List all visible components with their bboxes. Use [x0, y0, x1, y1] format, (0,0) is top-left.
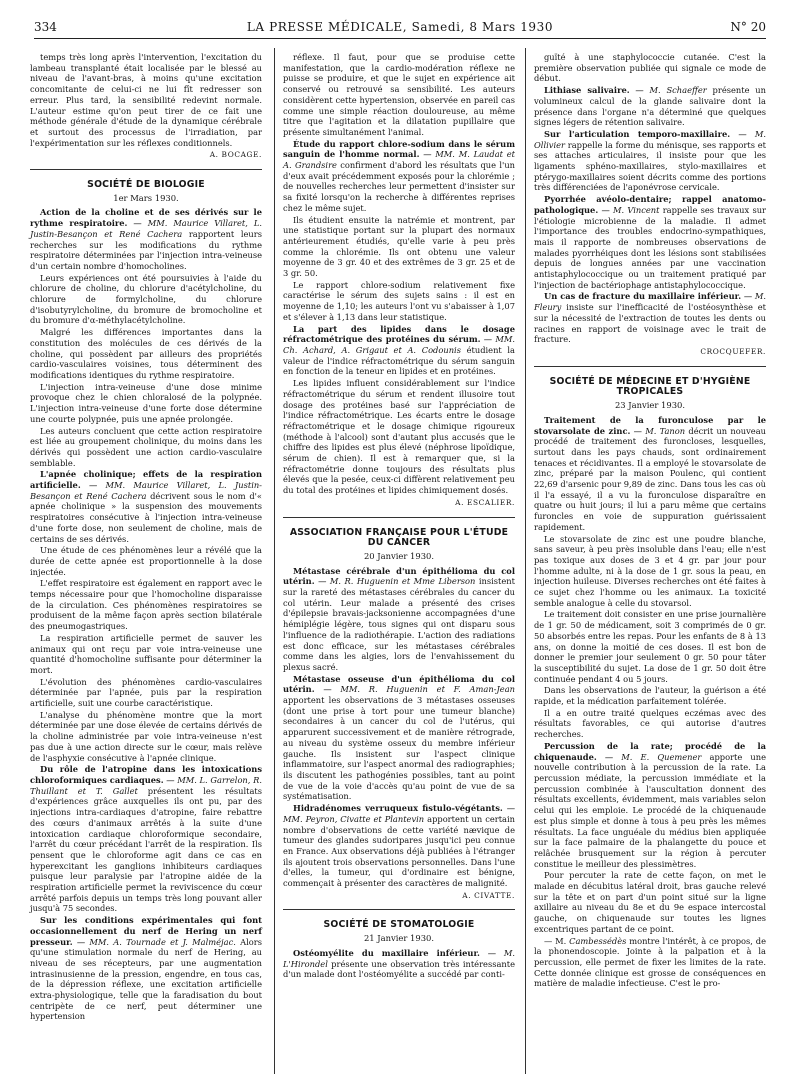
- section-heading: ASSOCIATION FRANÇAISE POUR L'ÉTUDE DU CANCER: [289, 526, 509, 549]
- paragraph: Pour percuter la rate de cette façon, on met le malade en décubitus latéral droit, bras gauche relevé sur la tête et on part d'un point situé sur la ligne axillaire au niveau du 8e et du 9e espace intercostal gauche, on chiquenaude sur toutes les lignes excentriques partant de ce point.: [534, 870, 766, 934]
- article-text: insiste sur l'inefficacité de l'ostéosynthèse et sur la nécessité de l'extraction de toutes les dents ou racines en rapport de voisinage avec le trait de fracture.: [534, 302, 766, 345]
- article-text: décrit un nouveau procédé de traitement des furoncloses, lesquelles, surtout dans les pays chauds, sont ordinairement tenaces et récidivantes. Il a employé le stovarsolate de zinc, préparé par la maison Poulenc, qui contient 22,69 d'arsenic pour 9,89 de zinc. Dans tous les cas où il l'a essayé, il a vu la furonculose disparaître en quatre ou huit jours; il lui a paru même que certains furoncles en voie de suppuration guérissaient rapidement.: [534, 425, 766, 532]
- article: [30, 915, 262, 1022]
- section-rule: [30, 169, 262, 170]
- page-header: [34, 8, 766, 39]
- article-title: L'apnée cholinique; effets de la respiration artificielle.: [30, 469, 262, 491]
- article-title: Métastase osseuse d'un épithélioma du col utérin.: [283, 673, 515, 695]
- article-text: présente une observation très intéressante d'un malade dont l'ostéomyélite a succédé par conti-: [283, 958, 515, 980]
- article-title: Hidradénomes verruqueux fistulo-végétants.: [293, 803, 503, 814]
- paragraph: L'évolution des phénomènes cardio-vasculaires déterminée par l'apnée, puis par la respiration artificielle, suit une courbe caractéristique.: [30, 676, 262, 709]
- article: [534, 129, 766, 193]
- article: [283, 324, 515, 378]
- paragraph: guïté à une staphylococcie cutanée. C'est la première observation publiée qui signale ce mode de début.: [534, 52, 766, 84]
- article-authors: — MM. R. Huguenin et F. Aman-Jean: [314, 684, 515, 695]
- article: [283, 803, 515, 889]
- article-text: décrivent sous le nom d'« apnée cholinique » la suspension des mouvements respiratoires consécutive à l'injection intra-veineuse d'une forte dose, non seulement de choline, mais de certains de ses dérivés.: [30, 490, 262, 544]
- author-signature: A. BOCAGE.: [209, 150, 262, 160]
- column-divider: [525, 48, 526, 1074]
- article: [534, 741, 766, 869]
- page-number: 334: [34, 20, 57, 34]
- section-heading: SOCIÉTÉ DE BIOLOGIE: [87, 179, 205, 191]
- paragraph: réflexe. Il faut, pour que se produise cette manifestation, que la cardio-modération réflexe ne puisse se produire, et que le sujet en expérience ait conservé ou retrouvé sa sensibilité. Les auteurs considèrent cette hypertension, observée en pareil cas comme une simple réaction douloureuse, au même titre que l'agitation et la dilatation pupillaire que présente simultanément l'animal.: [283, 52, 515, 137]
- article-title: Lithiase salivaire.: [544, 85, 630, 96]
- article-title: La part des lipides dans le dosage réfractométrique des protéines du sérum.: [283, 323, 515, 345]
- paragraph: Le traitement doit consister en une prise journalière de 1 gr. 50 de médicament, soit 3 comprimés de 0 gr. 50 absorbés entre les repas. Pour les enfants de 8 à 13 ans, on donne la moitié de ces doses. Il est bon de donner le premier jour seulement 0 gr. 50 pour tâter la susceptibilité du sujet. La dose de 1 gr. 50 doit être continuée pendant 4 ou 5 jours.: [534, 609, 766, 684]
- paragraph: Ils étudient ensuite la natrémie et montrent, par une statistique portant sur la plupart des normaux antérieurement étudiés, qu'elle varie à peu près comme la chlorémie. Ils ont obtenu une valeur moyenne de 3 gr. 40 et des extrêmes de 3 gr. 25 et de 3 gr. 50.: [283, 214, 515, 279]
- article-text: présentent les résultats d'expériences grâce auxquelles ils ont pu, par des injections intra-cardiaques d'atropine, faire rebattre des cœurs d'animaux arrêtés à la suite d'une intoxication cardiaque chloroformique secondaire, l'arrêt du cœur précédant l'arrêt de la respiration. Ils pensent que le chloroforme agit dans ce cas en hyperexcitant les ganglions inhibiteurs cardiaques puisque leur paralysie par l'atropine aidée de la respiration artificielle permet la reviviscence du cœur arrêté parfois depuis un temps très long pouvant aller jusqu'à 75 secondes.: [30, 785, 262, 914]
- article-authors: — M. L'Hirondel: [283, 947, 515, 969]
- article-authors: — MM. L. Garrelon, R. Thuillant et T. Gallet: [30, 775, 262, 796]
- paragraph: L'analyse du phénomène montre que la mort déterminée par une dose élevée de certains dérivés de la choline administrée par voie intra-veineuse n'est pas due à une action directe sur le cœur, mais relève de l'asphyxie consécutive à l'apnée clinique.: [30, 709, 262, 763]
- article-text: insistent sur la rareté des métastases cérébrales du cancer du col utérin. Leur malade a présenté des crises d'épilepsie bravais-jacksonienne accompagnées d'une hémiplégie légère, tous signes qui ont disparu sous l'influence de la radiothérapie. L'action des radiations est donc efficace, sur les métastases cérébrales comme dans les algies, lors de l'envahissement du plexus sacré.: [283, 576, 515, 672]
- paragraph: Le rapport chlore-sodium relativement fixe caractérise le sérum des sujets sains : il est en moyenne de 1,10; les auteurs l'ont vu s'abaisser à 1,07 et s'élever à 1,13 dans leur statistique.: [283, 279, 515, 322]
- section-date: 20 Janvier 1930.: [363, 550, 435, 561]
- article-text: — M.: [544, 935, 570, 946]
- article-authors: — M. Tanon: [630, 425, 686, 436]
- paragraph: L'effet respiratoire est également en rapport avec le temps nécessaire pour que l'homocholine disparaisse de la circulation. Ces phénomènes respiratoires se produisent de la même façon après section bilatérale des pneumogastriques.: [30, 578, 262, 632]
- article-title: Action de la choline et de ses dérivés sur le rythme respiratoire.: [30, 207, 262, 229]
- paragraph: Les auteurs concluent que cette action respiratoire est liée au groupement cholinique, du moins dans les dérivés qui possèdent une action cardio-vasculaire semblable.: [30, 425, 262, 468]
- column-2: [283, 52, 515, 981]
- author-signature: CROCQUEFER.: [700, 346, 766, 356]
- article: [283, 139, 515, 214]
- article: [30, 207, 262, 271]
- column-divider: [274, 48, 275, 1074]
- article-authors: — MM. Maurice Villaret, L. Justin-Besançon et René Cachera: [30, 218, 262, 239]
- article-authors: — M. Ollivier: [534, 128, 766, 150]
- issue-number: N° 20: [730, 20, 766, 34]
- paragraph: L'injection intra-veineuse d'une dose minime provoque chez le chien chloralosé de la polypnée. L'injection intra-veineuse d'une forte dose détermine une courte polypnée, puis une apnée prolongée.: [30, 381, 262, 424]
- article-text: confirment d'abord les résultats que l'un d'eux avait précédemment exposés pour la chlorémie ; de nouvelles recherches leur permettent d'insister sur sa fixité lorsqu'on la recherche à différentes reprises chez le même sujet.: [283, 160, 516, 213]
- column-3: [534, 52, 766, 990]
- section-rule: [283, 909, 515, 910]
- paragraph: Dans les observations de l'auteur, la guérison a été rapide, et la médication parfaitement tolérée.: [534, 685, 766, 707]
- article: [534, 936, 766, 990]
- paragraph: Il a en outre traité quelques eczémas avec des résultats favorables, ce qui autorise d'autres recherches.: [534, 707, 766, 740]
- article-authors: — M. E. Quemener: [596, 751, 702, 762]
- paragraph: Le stovarsolate de zinc est une poudre blanche, sans saveur, à peu près insoluble dans l'eau; elle n'est pas toxique aux doses de 3 et 4 gr. par jour pour l'homme adulte, ni à la dose de 1 gr. sous la peau, en injection huileuse. Diverses recherches ont été faites à ce sujet chez l'homme ou les animaux. La toxicité semble analogue à celle du stovarsol.: [534, 533, 766, 608]
- article-text: apportent les observations de 3 métastases osseuses (dont une prise à tort pour une tumeur blanche) secondaires à un cancer du col de l'utérus, qui apparurent successivement et de manière rétrograde, au niveau du système osseux du membre inférieur gauche. Ils insistent sur l'aspect clinique inflammatoire, sur l'aspect anormal des radiographies; ils discutent les pathogénies possibles, tant au point de vue de la voie d'accès qu'au point de vue de sa systématisation.: [283, 695, 515, 802]
- article: [534, 85, 766, 128]
- section-date: 21 Janvier 1930.: [363, 933, 435, 944]
- author-signature: A. CIVATTE.: [462, 890, 515, 900]
- article-title: Sur les conditions expérimentales qui font occasionnellement du nerf de Hering un nerf presseur.: [30, 915, 262, 947]
- article-authors: — MM. A. Tournade et J. Malméjac.: [72, 936, 236, 947]
- article-title: Sur l'articulation temporo-maxillaire.: [544, 128, 731, 139]
- article: [283, 674, 515, 802]
- article-text: montre l'intérêt, à ce propos, de la phonendoscopie. Jointe à la palpation et à la percussion, elle permet de fixer les limites de la rate. Cette donnée clinique est grosse de conséquences en matière de maladie infectieuse. C'est le pro-: [534, 935, 766, 989]
- article-authors: — M. Vincent: [598, 204, 660, 215]
- article-title: Un cas de fracture du maxillaire inférieur.: [544, 291, 742, 302]
- article: [534, 194, 766, 290]
- article-text: présente un volumineux calcul de la glande salivaire dont la présence dans l'organe n'a déterminé que quelques signes légers de rétention salivaire.: [534, 85, 766, 128]
- article-text: étudient la valeur de l'indice réfractométrique du sérum sanguin en fonction de la teneur en lipides et en protéines.: [283, 344, 515, 377]
- article-authors: Cambessédès: [569, 935, 627, 946]
- section-heading: SOCIÉTÉ DE MÉDECINE ET D'HYGIÈNE TROPICALES: [549, 375, 751, 398]
- paragraph: Malgré les différences importantes dans la constitution des molécules de ces dérivés de la choline, qui possèdent par ailleurs des propriétés cardio-vasculaires voisines, tous déterminent des modifications identiques du rythme respiratoire.: [30, 327, 262, 380]
- article: [283, 566, 515, 673]
- article-title: Ostéomyélite du maxillaire inférieur.: [293, 947, 480, 958]
- paragraph: Les lipides influent considérablement sur l'indice réfractométrique du sérum et rendent illusoire tout dosage des protéines basé sur l'appréciation de l'indice réfractométrique. Les écarts entre le dosage réfractométrique et le dosage chimique rigoureux (méthode à l'alcool) sont d'autant plus accusés que le chiffre des lipides est plus élevé (néphrose lipoïdique, sérum de chien). Il est à remarquer que, si la réfractométrie donne toujours des résultats plus élevés que la pesée, ceux-ci diffèrent relativement peu du total des protéines et lipides chimiquement dosés.: [283, 378, 515, 496]
- article-authors: — MM. Maurice Villaret, L. Justin-Besançon et René Cachera: [30, 480, 262, 501]
- section-rule: [534, 366, 766, 367]
- paragraph: Leurs expériences ont été poursuivies à l'aide du chlorure de choline, du chlorure d'acétylcholine, du chlorure de formylcholine, du chlorure d'isobutyrylcholine, du bromure de bromocholine et du bromure d'α-méthylacétylcholine.: [30, 272, 262, 326]
- column-1: [30, 52, 262, 1023]
- article-text: Alors qu'une stimulation normale du nerf de Hering, au niveau de ses récepteurs, par une augmentation intrasinusienne de la pression, engendre, en tous cas, de la dépression réflexe, une excitation artificielle extra-physiologique, telle que la faradisation du bout centripète de ce nerf, peut déterminer une hypertension: [30, 936, 262, 1022]
- article-authors: — M. Schaeffer: [629, 85, 707, 96]
- article-authors: — MM. Peyron, Civatte et Plantevin: [283, 803, 515, 824]
- article-authors: — MM. Ch. Achard, A. Grigaut et A. Codounis: [283, 334, 516, 355]
- article-text: rapportent leurs recherches sur les modifications du rythme respiratoire déterminées par l'injection intra-veineuse d'un certain nombre d'homocholines.: [30, 228, 262, 271]
- article-title: Métastase cérébrale d'un épithélioma du col utérin.: [283, 565, 515, 587]
- section-rule: [283, 517, 515, 518]
- section-date: 1er Mars 1930.: [113, 192, 179, 203]
- article-title: Pyorrhée avéolo-dentaire; rappel anatomo-pathologique.: [534, 194, 766, 215]
- article: [283, 948, 515, 980]
- paragraph: Une étude de ces phénomènes leur a révélé que la durée de cette apnée est proportionnelle à la dose injectée.: [30, 545, 262, 577]
- article-title: Traitement de la furonculose par le stovarsolate de zinc.: [534, 414, 766, 436]
- paragraph: temps très long après l'intervention, l'excitation du lambeau transplanté était localisée par le blessé au niveau de l'avant-bras, à moins qu'une excitation concomitante de celui-ci ne lui fît redresser son erreur. Plus tard, la sensibilité redevint normale. L'auteur estime qu'on peut tirer de ce fait une méthode générale d'étude de la dynamique cérébrale et surtout des processus de l'irradiation, par l'expérimentation sur les réflexes conditionnels.: [30, 52, 262, 148]
- article-authors: — M. Fleury: [534, 291, 766, 313]
- article: [534, 415, 766, 533]
- article-title: Étude du rapport chlore-sodium dans le sérum sanguin de l'homme normal.: [283, 138, 515, 160]
- section-date: 23 Janvier 1930.: [614, 400, 686, 411]
- article-authors: — MM. M. Laudat et A. Grandsire: [283, 149, 515, 171]
- section-heading: SOCIÉTÉ DE STOMATOLOGIE: [323, 919, 475, 931]
- journal-title: LA PRESSE MÉDICALE, Samedi, 8 Mars 1930: [246, 20, 554, 34]
- article-text: rappelle ses travaux sur l'étiologie microbienne de la maladie. Il admet l'importance des troubles endocrino-sympathiques, mais il rapporte de nombreuses observations de malades pyorrhéiques dont les lésions sont stabilisées depuis de longues années par une vaccination antistaphylococcique ou un traitement pratiqué par l'injection de bactériophage antistaphylococcique.: [534, 204, 767, 290]
- article-text: rappelle la forme du ménisque, ses rapports et ses attaches articulaires, il insiste pour que les ligaments sphéno-maxillaires, stylo-maxillaires et ptérygo-maxillaires soient décrits comme des portions très différenciées de l'aponévrose cervicale.: [534, 139, 766, 193]
- article-title: Percussion de la rate; procédé de la chiquenaude.: [534, 740, 766, 762]
- article-text: apportent un certain nombre d'observations de cette variété nævique de tumeur des glandes sudoripares jusqu'ici peu connue en France. Aux observations déjà publiées à l'étranger ils ajoutent trois observations personnelles. Dans l'une d'elles, la tumeur, qui d'ordinaire est bénigne, commençait à présenter des caractères de malignité.: [283, 813, 515, 889]
- paragraph: La respiration artificielle permet de sauver les animaux qui ont reçu par voie intra-veineuse une quantité d'homocholine suffisante pour déterminer la mort.: [30, 632, 262, 675]
- article: [30, 764, 262, 914]
- author-signature: A. ESCALIER.: [455, 497, 515, 507]
- article-authors: — M. R. Huguenin et Mme Liberson: [314, 576, 476, 587]
- article: [30, 469, 262, 544]
- article-title: Du rôle de l'atropine dans les intoxications chloroformiques cardiaques.: [30, 764, 262, 785]
- article: [534, 291, 766, 345]
- article-text: apporte une nouvelle contribution à la percussion de la rate. La percussion médiate, la percussion immédiate et la percussion combinée à l'auscultation donnent des résultats excellents, évidemment, mais variables selon celui qui les emploie. Le procédé de la chiquenaude est plus simple et donne à tous à peu près les mêmes résultats. La face unguéale du médius bien appliquée sur la face palmaire de la phalangette du pouce et relâchée brusquement sur la région à percuter constitue le meilleur des plessimètres.: [534, 751, 766, 869]
